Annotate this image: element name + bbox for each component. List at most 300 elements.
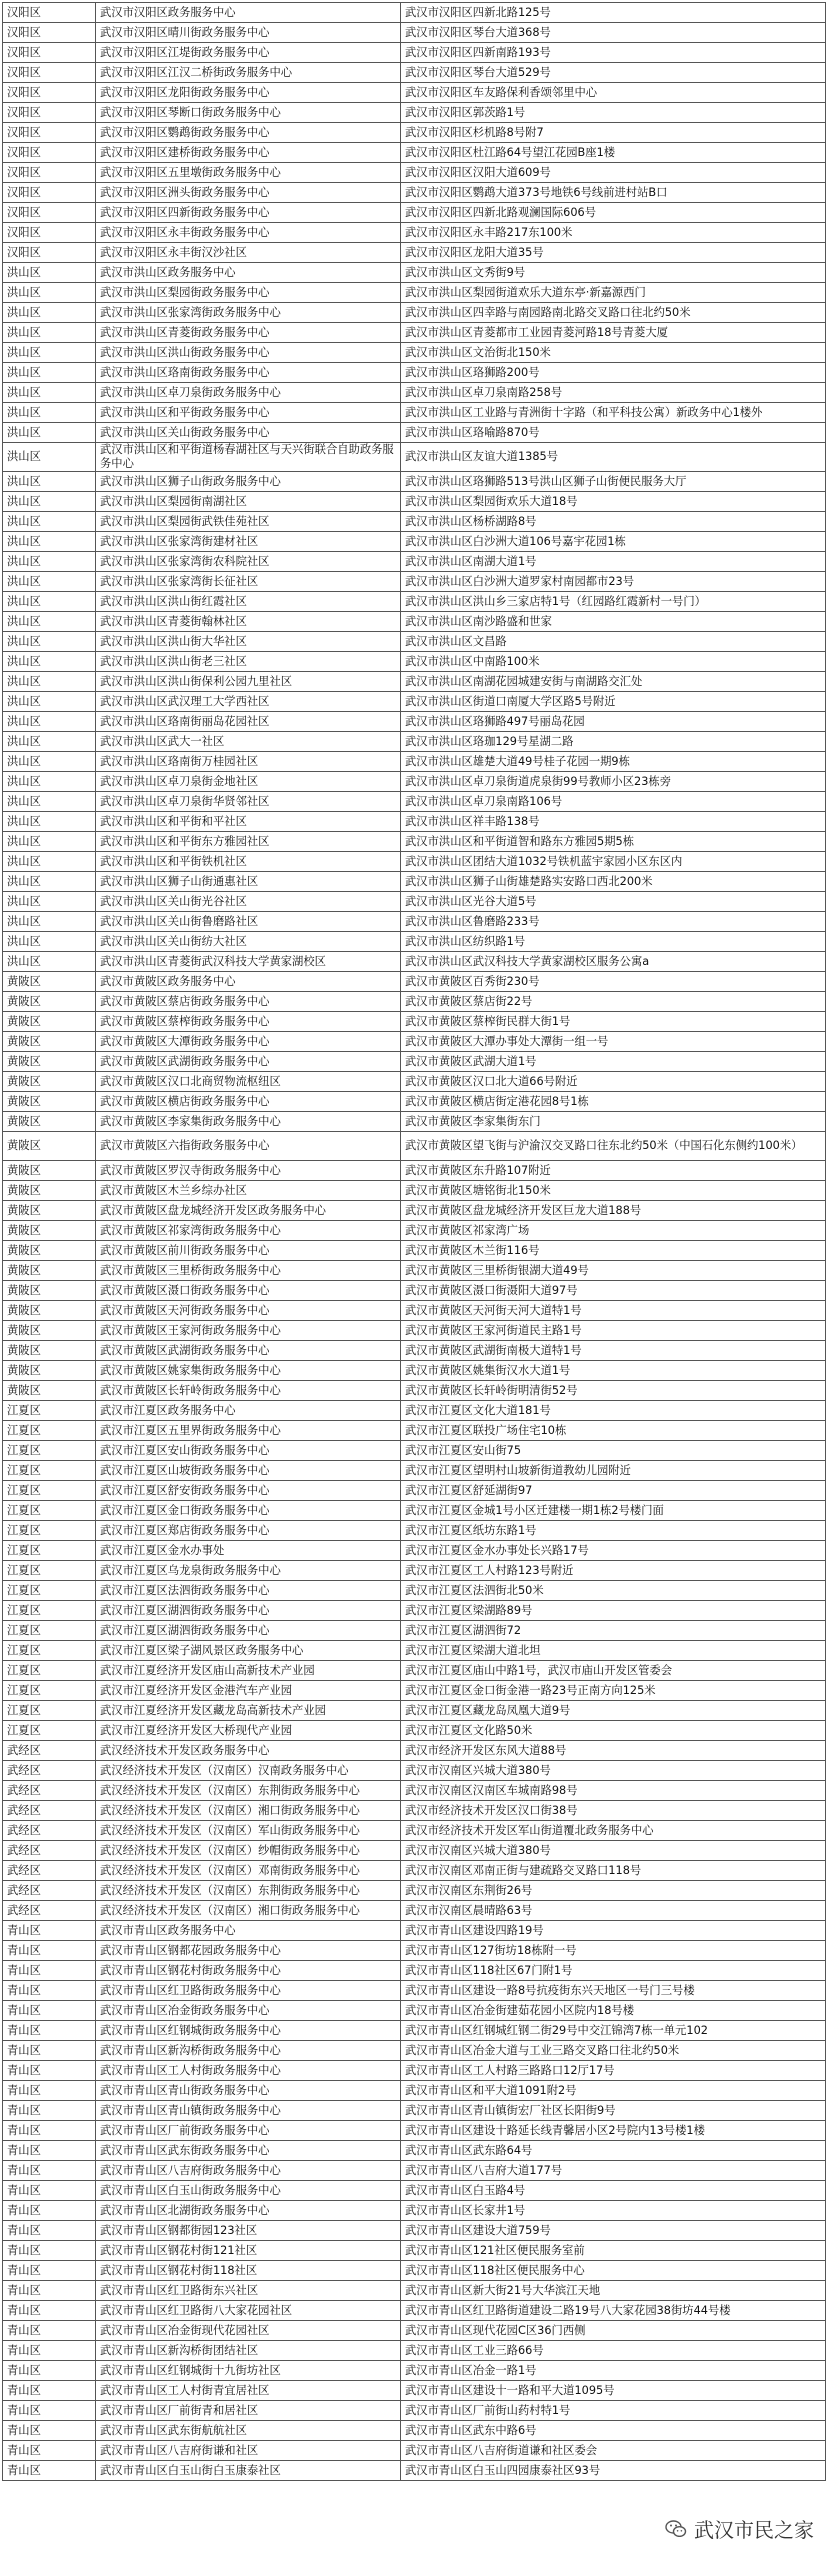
table-row: [3, 572, 826, 592]
district-cell: 洪山区: [3, 343, 96, 363]
district-cell: 黄陂区: [3, 972, 96, 992]
table-row: [3, 612, 826, 632]
address-cell: 武汉市江夏区望明村山坡新街道教幼儿园附近: [401, 1461, 826, 1481]
table-row: [3, 2281, 826, 2301]
address-cell: 武汉市洪山区珞喻路870号: [401, 423, 826, 443]
address-cell: 武汉市江夏区文化路50米: [401, 1721, 826, 1741]
district-cell: 洪山区: [3, 772, 96, 792]
address-cell: 武汉市青山区青山镇街宏厂社区长阳街9号: [401, 2101, 826, 2121]
district-cell: 江夏区: [3, 1701, 96, 1721]
address-cell: 武汉市青山区白玉山四园康泰社区93号: [401, 2461, 826, 2481]
center-name-cell: 武汉市洪山区和平街和平社区: [96, 812, 401, 832]
center-name-cell: 武汉市青山区工人村街青宜居社区: [96, 2381, 401, 2401]
center-name-cell: 武汉市洪山区洪山街老三社区: [96, 652, 401, 672]
district-cell: 青山区: [3, 2201, 96, 2221]
district-cell: 洪山区: [3, 363, 96, 383]
district-cell: 江夏区: [3, 1621, 96, 1641]
table-row: [3, 363, 826, 383]
address-cell: 武汉市青山区现代花园C区36门西侧: [401, 2321, 826, 2341]
district-cell: 洪山区: [3, 812, 96, 832]
address-cell: 武汉市汉南区汉南区车城南路98号: [401, 1781, 826, 1801]
table-row: [3, 1861, 826, 1881]
district-cell: 黄陂区: [3, 1241, 96, 1261]
district-cell: 青山区: [3, 2321, 96, 2341]
address-cell: 武汉市洪山区文秀街9号: [401, 263, 826, 283]
address-cell: 武汉市汉阳区鹦鹉大道373号地铁6号线前进村站B口: [401, 183, 826, 203]
district-cell: 江夏区: [3, 1441, 96, 1461]
table-row: [3, 1541, 826, 1561]
center-name-cell: 武汉经济技术开发区（汉南区）纱帽街政务服务中心: [96, 1841, 401, 1861]
district-cell: 黄陂区: [3, 1221, 96, 1241]
address-cell: 武汉市洪山区珞狮路200号: [401, 363, 826, 383]
table-row: [3, 2161, 826, 2181]
address-cell: 武汉市青山区工业三路66号: [401, 2341, 826, 2361]
table-row: [3, 263, 826, 283]
district-cell: 青山区: [3, 2441, 96, 2461]
table-row: [3, 1072, 826, 1092]
table-row: [3, 403, 826, 423]
center-name-cell: 武汉市黄陂区滠口街政务服务中心: [96, 1281, 401, 1301]
address-cell: 武汉市青山区建设一路8号抗疫街东兴天地区一号门三号楼: [401, 1981, 826, 2001]
address-cell: 武汉市江夏区梁湖路89号: [401, 1601, 826, 1621]
district-cell: 青山区: [3, 2301, 96, 2321]
table-row: [3, 1181, 826, 1201]
table-row: [3, 1401, 826, 1421]
district-cell: 黄陂区: [3, 1012, 96, 1032]
table-row: [3, 2061, 826, 2081]
address-cell: 武汉市洪山区武汉科技大学黄家湖校区服务公寓a: [401, 952, 826, 972]
address-cell: 武汉市黄陂区李家集街东门: [401, 1112, 826, 1132]
table-row: [3, 223, 826, 243]
address-cell: 武汉市汉南区兴城大道380号: [401, 1841, 826, 1861]
center-name-cell: 武汉市青山区青山街政务服务中心: [96, 2081, 401, 2101]
district-cell: 洪山区: [3, 752, 96, 772]
district-cell: 汉阳区: [3, 63, 96, 83]
table-row: [3, 712, 826, 732]
center-name-cell: 武汉市汉阳区永丰街汉沙社区: [96, 243, 401, 263]
table-row: [3, 2201, 826, 2221]
address-cell: 武汉市汉阳区杉机路8号附7: [401, 123, 826, 143]
address-cell: 武汉市汉阳区琴台大道368号: [401, 23, 826, 43]
center-name-cell: 武汉市汉阳区江堤街政务服务中心: [96, 43, 401, 63]
address-cell: 武汉市黄陂区武湖大道1号: [401, 1052, 826, 1072]
district-cell: 青山区: [3, 2381, 96, 2401]
address-cell: 武汉市汉阳区永丰路217东100米: [401, 223, 826, 243]
table-row: [3, 532, 826, 552]
district-cell: 青山区: [3, 1941, 96, 1961]
address-cell: 武汉市青山区127街坊18栋附一号: [401, 1941, 826, 1961]
center-name-cell: 武汉市洪山区珞南街万桂园社区: [96, 752, 401, 772]
table-row: [3, 123, 826, 143]
center-name-cell: 武汉市青山区红卫路街东兴社区: [96, 2281, 401, 2301]
district-cell: 武经区: [3, 1761, 96, 1781]
table-row: [3, 2361, 826, 2381]
center-name-cell: 武汉市黄陂区政务服务中心: [96, 972, 401, 992]
address-cell: 武汉市黄陂区蔡榨街民群大街1号: [401, 1012, 826, 1032]
table-row: [3, 1981, 826, 2001]
district-cell: 洪山区: [3, 912, 96, 932]
district-cell: 汉阳区: [3, 143, 96, 163]
center-name-cell: 武汉市洪山区洪山街政务服务中心: [96, 343, 401, 363]
address-cell: 武汉市汉阳区四新北路125号: [401, 3, 826, 23]
center-name-cell: 武汉市洪山区和平街铁机社区: [96, 852, 401, 872]
center-name-cell: 武汉市洪山区张家湾街建材社区: [96, 532, 401, 552]
center-name-cell: 武汉市黄陂区李家集街政务服务中心: [96, 1112, 401, 1132]
table-row: [3, 1741, 826, 1761]
table-row: [3, 2301, 826, 2321]
table-row: [3, 2241, 826, 2261]
center-name-cell: 武汉市汉阳区江汉二桥街政务服务中心: [96, 63, 401, 83]
address-cell: 武汉市洪山区南湖花园城建安街与南湖路交汇处: [401, 672, 826, 692]
table-row: [3, 1161, 826, 1181]
address-cell: 武汉市江夏区安山街75: [401, 1441, 826, 1461]
table-row: [3, 1961, 826, 1981]
center-name-cell: 武汉市洪山区珞南街丽岛花园社区: [96, 712, 401, 732]
table-row: [3, 1261, 826, 1281]
table-row: [3, 1721, 826, 1741]
address-cell: 武汉市江夏区舒延湖街97: [401, 1481, 826, 1501]
district-cell: 青山区: [3, 2281, 96, 2301]
center-name-cell: 武汉市洪山区洪山街大华社区: [96, 632, 401, 652]
district-cell: 洪山区: [3, 652, 96, 672]
address-cell: 武汉市洪山区中南路100米: [401, 652, 826, 672]
district-cell: 青山区: [3, 2421, 96, 2441]
district-cell: 洪山区: [3, 423, 96, 443]
table-row: [3, 1661, 826, 1681]
address-cell: 武汉市青山区八吉府街道谦和社区委会: [401, 2441, 826, 2461]
district-cell: 洪山区: [3, 632, 96, 652]
center-name-cell: 武汉市汉阳区建桥街政务服务中心: [96, 143, 401, 163]
district-cell: 青山区: [3, 1981, 96, 2001]
district-cell: 青山区: [3, 2001, 96, 2021]
center-name-cell: 武汉市青山区武东街政务服务中心: [96, 2141, 401, 2161]
district-cell: 洪山区: [3, 732, 96, 752]
address-cell: 武汉市青山区厂前街山药村特1号: [401, 2401, 826, 2421]
district-cell: 汉阳区: [3, 83, 96, 103]
table-row: [3, 1701, 826, 1721]
table-row: [3, 2221, 826, 2241]
table-row: [3, 1241, 826, 1261]
district-cell: 武经区: [3, 1901, 96, 1921]
table-row: [3, 812, 826, 832]
table-row: [3, 1032, 826, 1052]
table-row: [3, 992, 826, 1012]
center-name-cell: 武汉市洪山区武大一社区: [96, 732, 401, 752]
table-row: [3, 1301, 826, 1321]
district-cell: 武经区: [3, 1781, 96, 1801]
table-row: [3, 1621, 826, 1641]
table-row: [3, 1461, 826, 1481]
table-row: [3, 1641, 826, 1661]
address-cell: 武汉市江夏区工人村路123号附近: [401, 1561, 826, 1581]
center-name-cell: 武汉市洪山区青菱街武汉科技大学黄家湖校区: [96, 952, 401, 972]
district-cell: 黄陂区: [3, 1381, 96, 1401]
district-cell: 江夏区: [3, 1681, 96, 1701]
district-cell: 武经区: [3, 1741, 96, 1761]
center-name-cell: 武汉市洪山区珞南街政务服务中心: [96, 363, 401, 383]
center-name-cell: 武汉市江夏经济开发区藏龙岛高新技术产业园: [96, 1701, 401, 1721]
district-cell: 江夏区: [3, 1541, 96, 1561]
table-row: [3, 443, 826, 472]
table-row: [3, 692, 826, 712]
table-row: [3, 183, 826, 203]
address-cell: 武汉市洪山区工业路与青洲街十字路（和平科技公寓）新政务中心1楼外: [401, 403, 826, 423]
table-row: [3, 2181, 826, 2201]
address-cell: 武汉市洪山区珞狮路513号洪山区狮子山街便民服务大厅: [401, 472, 826, 492]
address-cell: 武汉市黄陂区望飞街与沪渝汉交叉路口往东北约50米（中国石化东侧约100米）: [401, 1132, 826, 1161]
center-name-cell: 武汉市江夏区政务服务中心: [96, 1401, 401, 1421]
table-row: [3, 203, 826, 223]
center-name-cell: 武汉市洪山区张家湾街长征社区: [96, 572, 401, 592]
address-cell: 武汉市青山区红卫路街道建设二路19号八大家花园38街坊44号楼: [401, 2301, 826, 2321]
center-name-cell: 武汉市江夏区安山街政务服务中心: [96, 1441, 401, 1461]
district-cell: 江夏区: [3, 1561, 96, 1581]
center-name-cell: 武汉市江夏区金水办事处: [96, 1541, 401, 1561]
district-cell: 洪山区: [3, 472, 96, 492]
center-name-cell: 武汉市青山区钢花村街政务服务中心: [96, 1961, 401, 1981]
address-cell: 武汉市黄陂区三里桥街银湖大道49号: [401, 1261, 826, 1281]
table-row: [3, 1441, 826, 1461]
district-cell: 洪山区: [3, 952, 96, 972]
table-row: [3, 2121, 826, 2141]
center-name-cell: 武汉市黄陂区武湖街政务服务中心: [96, 1052, 401, 1072]
address-cell: 武汉市汉南区邓南正街与建疏路交叉路口118号: [401, 1861, 826, 1881]
district-cell: 武经区: [3, 1841, 96, 1861]
district-cell: 青山区: [3, 2241, 96, 2261]
center-name-cell: 武汉市青山区红卫路街政务服务中心: [96, 1981, 401, 2001]
center-name-cell: 武汉市青山区工人村街政务服务中心: [96, 2061, 401, 2081]
address-cell: 武汉市洪山区团结大道1032号铁机蓝宇家园小区东区内: [401, 852, 826, 872]
table-row: [3, 383, 826, 403]
center-name-cell: 武汉市洪山区青菱街翰林社区: [96, 612, 401, 632]
table-row: [3, 1501, 826, 1521]
center-name-cell: 武汉市青山区厂前街青和居社区: [96, 2401, 401, 2421]
address-cell: 武汉市洪山区街道口南厦大学区路5号附近: [401, 692, 826, 712]
address-cell: 武汉市黄陂区大潭办事处大潭街一组一号: [401, 1032, 826, 1052]
table-row: [3, 552, 826, 572]
center-name-cell: 武汉市洪山区武汉理工大学西社区: [96, 692, 401, 712]
center-name-cell: 武汉市青山区八吉府街政务服务中心: [96, 2161, 401, 2181]
district-cell: 黄陂区: [3, 1092, 96, 1112]
table-row: [3, 732, 826, 752]
table-row: [3, 512, 826, 532]
address-cell: 武汉市汉南区东荆街26号: [401, 1881, 826, 1901]
address-cell: 武汉市青山区和平大道1091附2号: [401, 2081, 826, 2101]
table-row: [3, 2401, 826, 2421]
table-body: [3, 3, 826, 2481]
address-cell: 武汉市黄陂区蔡店街22号: [401, 992, 826, 1012]
address-cell: 武汉市洪山区光谷大道5号: [401, 892, 826, 912]
center-name-cell: 武汉市汉阳区琴断口街政务服务中心: [96, 103, 401, 123]
address-cell: 武汉市青山区121社区便民服务室前: [401, 2241, 826, 2261]
center-name-cell: 武汉市青山区青山镇街政务服务中心: [96, 2101, 401, 2121]
address-cell: 武汉市黄陂区姚集街汉水大道1号: [401, 1361, 826, 1381]
watermark: [656, 2511, 822, 2546]
center-name-cell: 武汉市黄陂区前川街政务服务中心: [96, 1241, 401, 1261]
district-cell: 汉阳区: [3, 43, 96, 63]
district-cell: 黄陂区: [3, 1052, 96, 1072]
address-cell: 武汉市洪山区白沙洲大道106号嘉宇花园1栋: [401, 532, 826, 552]
address-cell: 武汉市江夏区金口街金港一路23号正南方向125米: [401, 1681, 826, 1701]
center-name-cell: 武汉市江夏区梁子湖风景区政务服务中心: [96, 1641, 401, 1661]
address-cell: 武汉市汉阳区汉阳大道609号: [401, 163, 826, 183]
address-cell: 武汉市洪山区卓刀泉街道虎泉街99号教师小区23栋旁: [401, 772, 826, 792]
address-cell: 武汉市汉南区晨晴路63号: [401, 1901, 826, 1921]
district-cell: 洪山区: [3, 283, 96, 303]
table-row: [3, 1341, 826, 1361]
center-name-cell: 武汉市汉阳区四新街政务服务中心: [96, 203, 401, 223]
address-cell: 武汉市洪山区狮子山街雄楚路实安路口西北200米: [401, 872, 826, 892]
address-cell: 武汉市江夏区法泗街北50米: [401, 1581, 826, 1601]
address-cell: 武汉市江夏区文化大道181号: [401, 1401, 826, 1421]
center-name-cell: 武汉市江夏经济开发区金港汽车产业园: [96, 1681, 401, 1701]
district-cell: 洪山区: [3, 672, 96, 692]
address-cell: 武汉市青山区白玉路4号: [401, 2181, 826, 2201]
district-cell: 江夏区: [3, 1601, 96, 1621]
address-cell: 武汉市江夏区金城1号小区迁建楼一期1栋2号楼门面: [401, 1501, 826, 1521]
address-cell: 武汉市洪山区鲁磨路233号: [401, 912, 826, 932]
address-cell: 武汉市经济技术开发区军山街道覆北政务服务中心: [401, 1821, 826, 1841]
center-name-cell: 武汉市洪山区青菱街政务服务中心: [96, 323, 401, 343]
district-cell: 洪山区: [3, 892, 96, 912]
district-cell: 青山区: [3, 2061, 96, 2081]
table-row: [3, 1281, 826, 1301]
center-name-cell: 武汉市洪山区卓刀泉街华贤邻社区: [96, 792, 401, 812]
district-cell: 黄陂区: [3, 1161, 96, 1181]
center-name-cell: 武汉市黄陂区王家河街政务服务中心: [96, 1321, 401, 1341]
district-cell: 洪山区: [3, 303, 96, 323]
wechat-icon: [664, 2517, 688, 2541]
table-row: [3, 343, 826, 363]
table-row: [3, 592, 826, 612]
center-name-cell: 武汉市黄陂区天河街政务服务中心: [96, 1301, 401, 1321]
district-cell: 洪山区: [3, 512, 96, 532]
center-name-cell: 武汉市黄陂区罗汉寺街政务服务中心: [96, 1161, 401, 1181]
center-name-cell: 武汉市洪山区和平街东方雅园社区: [96, 832, 401, 852]
table-row: [3, 1901, 826, 1921]
address-cell: 武汉市江夏区湖泗街72: [401, 1621, 826, 1641]
center-name-cell: 武汉市洪山区和平街政务服务中心: [96, 403, 401, 423]
center-name-cell: 武汉市洪山区梨园街政务服务中心: [96, 283, 401, 303]
center-name-cell: 武汉市江夏区舒安街政务服务中心: [96, 1481, 401, 1501]
district-cell: 青山区: [3, 2181, 96, 2201]
district-cell: 江夏区: [3, 1461, 96, 1481]
address-cell: 武汉市洪山区珞狮路497号丽岛花园: [401, 712, 826, 732]
address-cell: 武汉市青山区冶金大道与工业三路交叉路口往北约50米: [401, 2041, 826, 2061]
district-cell: 洪山区: [3, 872, 96, 892]
table-row: [3, 1521, 826, 1541]
center-name-cell: 武汉经济技术开发区（汉南区）湘口街政务服务中心: [96, 1901, 401, 1921]
table-row: [3, 1112, 826, 1132]
address-cell: 武汉市经济技术开发区汉口街38号: [401, 1801, 826, 1821]
table-row: [3, 772, 826, 792]
table-row: [3, 1221, 826, 1241]
district-cell: 青山区: [3, 1961, 96, 1981]
district-cell: 江夏区: [3, 1421, 96, 1441]
address-cell: 武汉市洪山区祥丰路138号: [401, 812, 826, 832]
table-row: [3, 632, 826, 652]
district-cell: 青山区: [3, 2221, 96, 2241]
table-row: [3, 2441, 826, 2461]
district-cell: 江夏区: [3, 1661, 96, 1681]
address-cell: 武汉市洪山区杨桥湖路8号: [401, 512, 826, 532]
center-name-cell: 武汉市洪山区关山街鲁磨路社区: [96, 912, 401, 932]
district-cell: 汉阳区: [3, 243, 96, 263]
district-cell: 黄陂区: [3, 1072, 96, 1092]
district-cell: 江夏区: [3, 1641, 96, 1661]
address-cell: 武汉市青山区红钢城红钢二街29号中交江锦湾7栋一单元102: [401, 2021, 826, 2041]
address-cell: 武汉市黄陂区滠口街滠阳大道97号: [401, 1281, 826, 1301]
table-row: [3, 143, 826, 163]
center-name-cell: 武汉市江夏区山坡街政务服务中心: [96, 1461, 401, 1481]
district-cell: 青山区: [3, 2121, 96, 2141]
address-cell: 武汉市洪山区梨园街欢乐大道18号: [401, 492, 826, 512]
address-cell: 武汉市洪山区雄楚大道49号桂子花园一期9栋: [401, 752, 826, 772]
table-row: [3, 2041, 826, 2061]
table-row: [3, 1321, 826, 1341]
address-cell: 武汉市洪山区南沙路盛和世家: [401, 612, 826, 632]
district-cell: 青山区: [3, 2361, 96, 2381]
table-row: [3, 792, 826, 812]
address-cell: 武汉市青山区建设四路19号: [401, 1921, 826, 1941]
district-cell: 洪山区: [3, 852, 96, 872]
center-name-cell: 武汉市黄陂区汉口北商贸物流枢纽区: [96, 1072, 401, 1092]
center-name-cell: 武汉市江夏区湖泗街政务服务中心: [96, 1621, 401, 1641]
district-cell: 青山区: [3, 2141, 96, 2161]
table-row: [3, 83, 826, 103]
district-cell: 洪山区: [3, 532, 96, 552]
address-cell: 武汉市青山区工人村路三路路口12厅17号: [401, 2061, 826, 2081]
center-name-cell: 武汉市青山区武东街航航社区: [96, 2421, 401, 2441]
district-cell: 黄陂区: [3, 1361, 96, 1381]
center-name-cell: 武汉市青山区冶金街现代花园社区: [96, 2321, 401, 2341]
center-name-cell: 武汉市汉阳区晴川街政务服务中心: [96, 23, 401, 43]
district-cell: 汉阳区: [3, 23, 96, 43]
address-cell: 武汉市洪山区白沙洲大道罗家村南园都市23号: [401, 572, 826, 592]
table-row: [3, 972, 826, 992]
district-cell: 黄陂区: [3, 1321, 96, 1341]
center-name-cell: 武汉市黄陂区长轩岭街政务服务中心: [96, 1381, 401, 1401]
address-cell: 武汉市青山区武东路64号: [401, 2141, 826, 2161]
district-cell: 江夏区: [3, 1521, 96, 1541]
address-cell: 武汉市洪山区友谊大道1385号: [401, 443, 826, 472]
table-row: [3, 1581, 826, 1601]
table-row: [3, 1921, 826, 1941]
district-cell: 武经区: [3, 1821, 96, 1841]
table-row: [3, 3, 826, 23]
address-cell: 武汉市汉南区兴城大道380号: [401, 1761, 826, 1781]
district-cell: 江夏区: [3, 1581, 96, 1601]
center-name-cell: 武汉经济技术开发区（汉南区）湘口街政务服务中心: [96, 1801, 401, 1821]
address-cell: 武汉市经济开发区东风大道88号: [401, 1741, 826, 1761]
center-name-cell: 武汉市青山区新沟桥街团结社区: [96, 2341, 401, 2361]
center-name-cell: 武汉市洪山区政务服务中心: [96, 263, 401, 283]
district-cell: 黄陂区: [3, 1112, 96, 1132]
address-cell: 武汉市洪山区洪山乡三家店特1号（红园路红霞新村一号门）: [401, 592, 826, 612]
district-cell: 洪山区: [3, 492, 96, 512]
address-cell: 武汉市洪山区文昌路: [401, 632, 826, 652]
center-name-cell: 武汉市青山区红卫路街八大家花园社区: [96, 2301, 401, 2321]
address-cell: 武汉市黄陂区百秀街230号: [401, 972, 826, 992]
address-cell: 武汉市黄陂区塘铭街北150米: [401, 1181, 826, 1201]
table-row: [3, 2321, 826, 2341]
district-cell: 江夏区: [3, 1501, 96, 1521]
center-name-cell: 武汉经济技术开发区政务服务中心: [96, 1741, 401, 1761]
address-cell: 武汉市洪山区文治街北150米: [401, 343, 826, 363]
center-name-cell: 武汉市洪山区张家湾街政务服务中心: [96, 303, 401, 323]
center-name-cell: 武汉市洪山区狮子山街政务服务中心: [96, 472, 401, 492]
address-cell: 武汉市汉阳区四新北路观澜国际606号: [401, 203, 826, 223]
